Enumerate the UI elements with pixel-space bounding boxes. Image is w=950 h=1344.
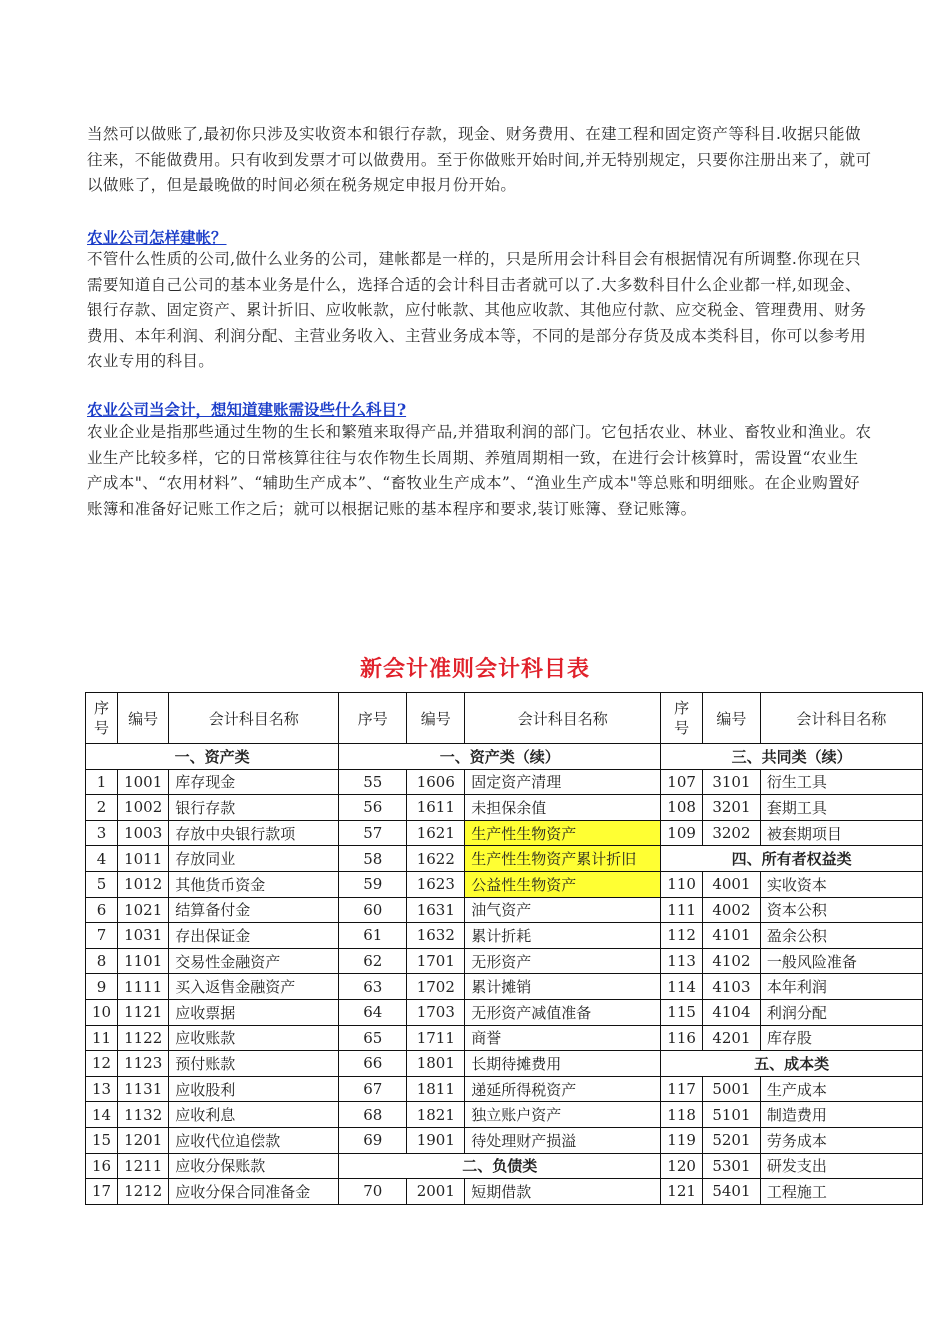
account-seq: 113	[661, 948, 703, 974]
account-name: 制造费用	[760, 1102, 922, 1128]
account-seq: 10	[86, 999, 118, 1025]
header-seq-3: 序 号	[661, 693, 703, 744]
account-seq: 59	[339, 871, 407, 897]
table-row	[86, 897, 923, 923]
account-name: 盈余公积	[760, 923, 922, 949]
account-code: 1811	[407, 1076, 465, 1102]
account-seq: 64	[339, 999, 407, 1025]
account-name: 公益性生物资产	[465, 871, 661, 897]
account-code: 1123	[118, 1051, 169, 1077]
account-name: 累计摊销	[465, 974, 661, 1000]
account-name: 被套期项目	[760, 820, 922, 846]
account-code: 1631	[407, 897, 465, 923]
account-seq: 5	[86, 871, 118, 897]
header-name: 会计科目名称	[760, 693, 922, 744]
account-name: 库存股	[760, 1025, 922, 1051]
account-name: 应收股利	[169, 1076, 339, 1102]
account-code: 1131	[118, 1076, 169, 1102]
account-name: 库存现金	[169, 769, 339, 795]
account-seq: 117	[661, 1076, 703, 1102]
account-seq: 15	[86, 1127, 118, 1153]
account-code: 1901	[407, 1127, 465, 1153]
account-seq: 58	[339, 846, 407, 872]
account-code: 4104	[702, 999, 760, 1025]
account-name: 应收账款	[169, 1025, 339, 1051]
account-code: 3202	[702, 820, 760, 846]
account-name: 长期待摊费用	[465, 1051, 661, 1077]
account-seq: 1	[86, 769, 118, 795]
account-name: 独立账户资产	[465, 1102, 661, 1128]
table-row	[86, 1127, 923, 1153]
account-seq: 118	[661, 1102, 703, 1128]
account-code: 1111	[118, 974, 169, 1000]
account-seq: 112	[661, 923, 703, 949]
account-name: 预付账款	[169, 1051, 339, 1077]
account-seq: 3	[86, 820, 118, 846]
account-code: 1031	[118, 923, 169, 949]
account-code: 1606	[407, 769, 465, 795]
account-name: 应收分保合同准备金	[169, 1179, 339, 1205]
account-name: 套期工具	[760, 795, 922, 821]
account-code: 3201	[702, 795, 760, 821]
account-code: 1801	[407, 1051, 465, 1077]
account-code: 1703	[407, 999, 465, 1025]
account-name: 应收代位追偿款	[169, 1127, 339, 1153]
account-seq: 70	[339, 1179, 407, 1205]
account-seq: 111	[661, 897, 703, 923]
account-code: 3101	[702, 769, 760, 795]
account-seq: 8	[86, 948, 118, 974]
table-row	[86, 795, 923, 821]
table-row	[86, 820, 923, 846]
account-code: 5401	[702, 1179, 760, 1205]
account-seq: 16	[86, 1153, 118, 1179]
account-name: 劳务成本	[760, 1127, 922, 1153]
account-name: 实收资本	[760, 871, 922, 897]
account-name: 其他货币资金	[169, 871, 339, 897]
table-row	[86, 1051, 923, 1077]
account-seq: 115	[661, 999, 703, 1025]
account-seq: 9	[86, 974, 118, 1000]
account-seq: 69	[339, 1127, 407, 1153]
account-name: 应收分保账款	[169, 1153, 339, 1179]
account-name: 存放同业	[169, 846, 339, 872]
account-name: 一般风险准备	[760, 948, 922, 974]
account-seq: 17	[86, 1179, 118, 1205]
account-seq: 56	[339, 795, 407, 821]
account-seq: 13	[86, 1076, 118, 1102]
account-name: 生产性生物资产累计折旧	[465, 846, 661, 872]
account-seq: 65	[339, 1025, 407, 1051]
section-row	[86, 744, 923, 770]
header-seq: 序号	[339, 693, 407, 744]
account-name: 资本公积	[760, 897, 922, 923]
account-code: 1001	[118, 769, 169, 795]
account-seq: 14	[86, 1102, 118, 1128]
account-name: 工程施工	[760, 1179, 922, 1205]
account-code: 5301	[702, 1153, 760, 1179]
account-seq: 12	[86, 1051, 118, 1077]
account-code: 4101	[702, 923, 760, 949]
account-name: 无形资产	[465, 948, 661, 974]
section-common-cont: 三、共同类（续）	[661, 744, 923, 770]
intro-paragraph-1: 当然可以做账了,最初你只涉及实收资本和银行存款，现金、财务费用、在建工程和固定资产等科目.收据只能做往来，不能做费用。只有收到发票才可以做费用。至于你做账开始时间,并无特别规定，只要你注册出来了，就可以做账了，但是最晚做的时间必须在税务规定申报月份开始。	[87, 125, 872, 195]
account-seq: 61	[339, 923, 407, 949]
account-code: 5001	[702, 1076, 760, 1102]
account-seq: 11	[86, 1025, 118, 1051]
account-code: 1002	[118, 795, 169, 821]
account-seq: 66	[339, 1051, 407, 1077]
question-link-2[interactable]: 农业公司当会计，想知道建账需设些什么科目?	[87, 400, 407, 419]
account-code: 1621	[407, 820, 465, 846]
section-liabilities: 二、负债类	[339, 1153, 661, 1179]
table-row	[86, 846, 923, 872]
account-name: 本年利润	[760, 974, 922, 1000]
account-seq: 4	[86, 846, 118, 872]
account-seq: 110	[661, 871, 703, 897]
account-code: 1702	[407, 974, 465, 1000]
header-code: 编号	[407, 693, 465, 744]
account-name: 生产性生物资产	[465, 820, 661, 846]
question-link-1[interactable]: 农业公司怎样建帐？	[87, 228, 227, 247]
account-seq: 109	[661, 820, 703, 846]
account-name: 衍生工具	[760, 769, 922, 795]
table-row	[86, 999, 923, 1025]
table-row	[86, 1076, 923, 1102]
account-table	[85, 692, 923, 1205]
account-seq: 119	[661, 1127, 703, 1153]
account-seq: 68	[339, 1102, 407, 1128]
table-title: 新会计准则会计科目表	[359, 656, 590, 682]
account-seq: 7	[86, 923, 118, 949]
account-name: 递延所得税资产	[465, 1076, 661, 1102]
header-name: 会计科目名称	[169, 693, 339, 744]
account-name: 油气资产	[465, 897, 661, 923]
table-header-row	[86, 693, 923, 744]
account-name: 结算备付金	[169, 897, 339, 923]
account-name: 固定资产清理	[465, 769, 661, 795]
account-code: 1711	[407, 1025, 465, 1051]
section-cost: 五、成本类	[661, 1051, 923, 1077]
account-seq: 57	[339, 820, 407, 846]
account-seq: 62	[339, 948, 407, 974]
section-assets-cont: 一、资产类（续）	[339, 744, 661, 770]
account-name: 存放中央银行款项	[169, 820, 339, 846]
account-code: 1622	[407, 846, 465, 872]
table-row	[86, 1025, 923, 1051]
account-code: 1132	[118, 1102, 169, 1128]
table-row	[86, 769, 923, 795]
account-code: 4103	[702, 974, 760, 1000]
account-name: 银行存款	[169, 795, 339, 821]
account-code: 1003	[118, 820, 169, 846]
header-code: 编号	[118, 693, 169, 744]
account-seq: 116	[661, 1025, 703, 1051]
account-code: 1211	[118, 1153, 169, 1179]
account-name: 应收利息	[169, 1102, 339, 1128]
account-seq: 120	[661, 1153, 703, 1179]
account-seq: 107	[661, 769, 703, 795]
account-code: 1701	[407, 948, 465, 974]
header-seq-1: 序 号	[86, 693, 118, 744]
account-name: 买入返售金融资产	[169, 974, 339, 1000]
account-name: 生产成本	[760, 1076, 922, 1102]
account-seq: 55	[339, 769, 407, 795]
table-row	[86, 871, 923, 897]
account-code: 1012	[118, 871, 169, 897]
account-code: 1121	[118, 999, 169, 1025]
account-name: 交易性金融资产	[169, 948, 339, 974]
account-seq: 63	[339, 974, 407, 1000]
table-row	[86, 923, 923, 949]
table-row	[86, 1153, 923, 1179]
table-row	[86, 1179, 923, 1205]
account-code: 5201	[702, 1127, 760, 1153]
account-name: 无形资产减值准备	[465, 999, 661, 1025]
account-seq: 2	[86, 795, 118, 821]
account-name: 存出保证金	[169, 923, 339, 949]
account-code: 1021	[118, 897, 169, 923]
intro-paragraph-2: 不管什么性质的公司,做什么业务的公司，建帐都是一样的，只是所用会计科目会有根据情况有所调整.你现在只需要知道自己公司的基本业务是什么，选择合适的会计科目击者就可以了.大多数科目什么企业都一样,如现金、银行存款、固定资产、累计折旧、应收帐款，应付帐款、其他应收款、其他应付款、应交税金、管理费用、财务费用、本年利润、利润分配、主营业务收入、主营业务成本等，不同的是部分存货及成本类科目，你可以参考用农业专用的科目。	[87, 250, 867, 371]
account-seq: 6	[86, 897, 118, 923]
account-code: 4201	[702, 1025, 760, 1051]
account-seq: 108	[661, 795, 703, 821]
account-name: 待处理财产损溢	[465, 1127, 661, 1153]
account-code: 5101	[702, 1102, 760, 1128]
account-name: 应收票据	[169, 999, 339, 1025]
intro-paragraph-3: 农业企业是指那些通过生物的生长和繁殖来取得产品,并猎取利润的部门。它包括农业、林业、畜牧业和渔业。农业生产比较多样，它的日常核算往往与农作物生长周期、养殖周期相一致，在进行会计核算时，需设置“农业生产成本"、“农用材料”、“辅助生产成本”、“畜牧业生产成本”、“渔业生产成本"等总账和明细账。在企业购置好账簿和准备好记账工作之后；就可以根据记账的基本程序和要求,装订账簿、登记账簿。	[87, 423, 872, 518]
account-seq: 60	[339, 897, 407, 923]
account-code: 4001	[702, 871, 760, 897]
account-name: 累计折耗	[465, 923, 661, 949]
table-row	[86, 948, 923, 974]
account-name: 未担保余值	[465, 795, 661, 821]
account-name: 利润分配	[760, 999, 922, 1025]
account-code: 4102	[702, 948, 760, 974]
account-code: 4002	[702, 897, 760, 923]
header-name: 会计科目名称	[465, 693, 661, 744]
account-name: 研发支出	[760, 1153, 922, 1179]
account-code: 1201	[118, 1127, 169, 1153]
account-code: 1212	[118, 1179, 169, 1205]
section-equity: 四、所有者权益类	[661, 846, 923, 872]
account-code: 1101	[118, 948, 169, 974]
section-assets: 一、资产类	[86, 744, 339, 770]
account-code: 1122	[118, 1025, 169, 1051]
account-code: 2001	[407, 1179, 465, 1205]
account-seq: 114	[661, 974, 703, 1000]
account-code: 1623	[407, 871, 465, 897]
account-seq: 121	[661, 1179, 703, 1205]
header-code: 编号	[702, 693, 760, 744]
account-name: 短期借款	[465, 1179, 661, 1205]
account-code: 1821	[407, 1102, 465, 1128]
account-name: 商誉	[465, 1025, 661, 1051]
account-seq: 67	[339, 1076, 407, 1102]
account-code: 1611	[407, 795, 465, 821]
table-row	[86, 974, 923, 1000]
account-code: 1632	[407, 923, 465, 949]
account-code: 1011	[118, 846, 169, 872]
table-row	[86, 1102, 923, 1128]
